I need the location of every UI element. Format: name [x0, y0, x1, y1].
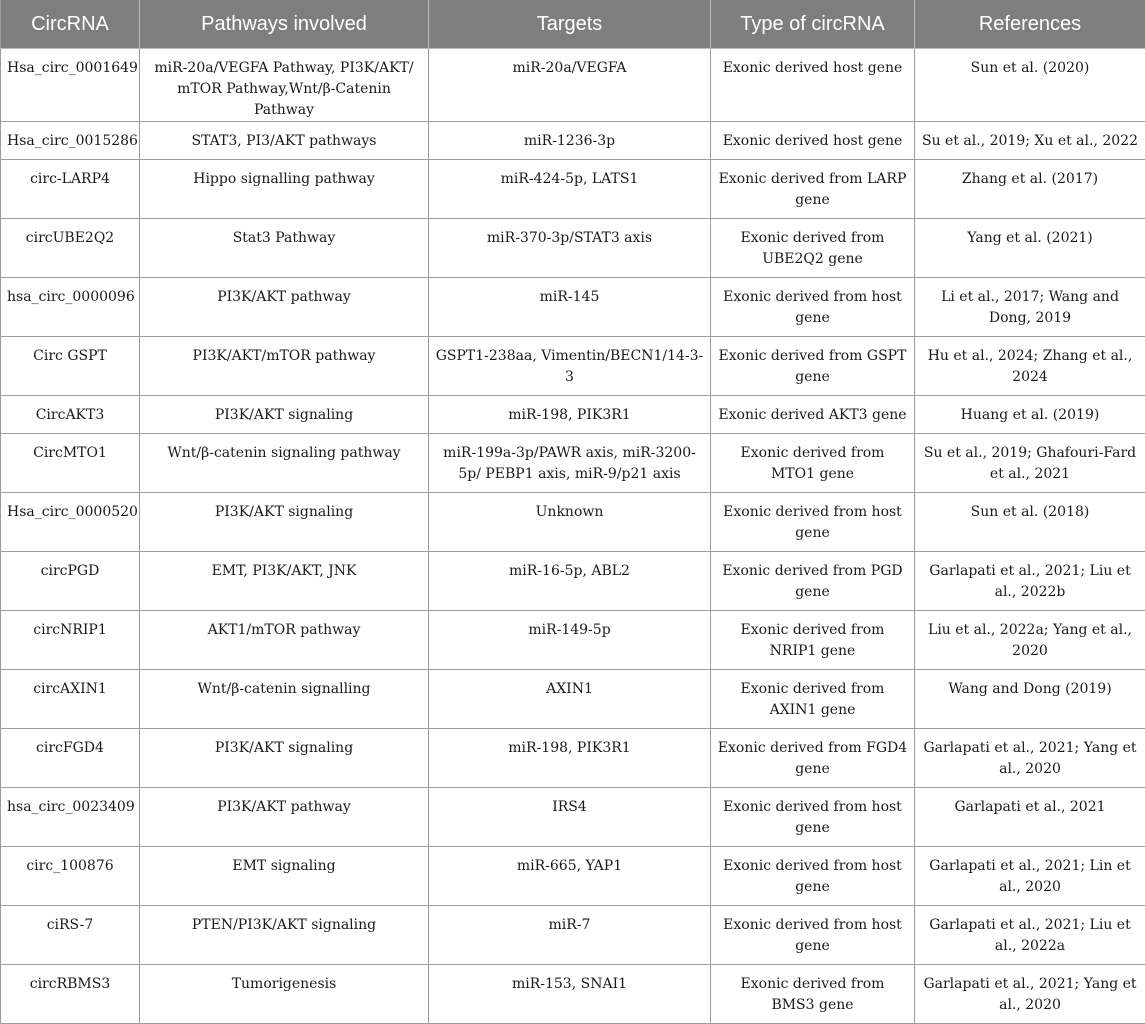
cell-circrna: circAXIN1 — [1, 669, 140, 728]
cell-type: Exonic derived from host gene — [711, 277, 915, 336]
cell-references: Sun et al. (2020) — [915, 48, 1145, 121]
cell-targets: miR-20a/VEGFA — [429, 48, 711, 121]
cell-pathways: PI3K/AKT pathway — [140, 787, 429, 846]
table-row — [1, 669, 1145, 728]
header-pathways: Pathways involved — [140, 0, 429, 48]
header-circrna: CircRNA — [1, 0, 140, 48]
cell-pathways: EMT signaling — [140, 846, 429, 905]
cell-references: Hu et al., 2024; Zhang et al., 2024 — [915, 336, 1145, 395]
cell-pathways: STAT3, PI3/AKT pathways — [140, 121, 429, 159]
header-references: References — [915, 0, 1145, 48]
cell-targets: miR-153, SNAI1 — [429, 964, 711, 1023]
cell-references: Liu et al., 2022a; Yang et al., 2020 — [915, 610, 1145, 669]
cell-type: Exonic derived from host gene — [711, 787, 915, 846]
cell-targets: miR-665, YAP1 — [429, 846, 711, 905]
header-type: Type of circRNA — [711, 0, 915, 48]
cell-type: Exonic derived host gene — [711, 121, 915, 159]
cell-type: Exonic derived host gene — [711, 48, 915, 121]
cell-type: Exonic derived from host gene — [711, 846, 915, 905]
cell-circrna: Circ GSPT — [1, 336, 140, 395]
cell-circrna: Hsa_circ_0000520 — [1, 492, 140, 551]
cell-circrna: circRBMS3 — [1, 964, 140, 1023]
cell-type: Exonic derived from MTO1 gene — [711, 433, 915, 492]
table-row — [1, 121, 1145, 159]
cell-type: Exonic derived from AXIN1 gene — [711, 669, 915, 728]
cell-pathways: EMT, PI3K/AKT, JNK — [140, 551, 429, 610]
cell-pathways: Stat3 Pathway — [140, 218, 429, 277]
cell-targets: miR-198, PIK3R1 — [429, 395, 711, 433]
cell-circrna: Hsa_circ_0001649 — [1, 48, 140, 121]
table-row — [1, 159, 1145, 218]
cell-references: Su et al., 2019; Xu et al., 2022 — [915, 121, 1145, 159]
table-row — [1, 610, 1145, 669]
cell-circrna: CircMTO1 — [1, 433, 140, 492]
cell-references: Garlapati et al., 2021; Yang et al., 2020 — [915, 964, 1145, 1023]
header-targets: Targets — [429, 0, 711, 48]
cell-pathways: Hippo signalling pathway — [140, 159, 429, 218]
cell-targets: miR-149-5p — [429, 610, 711, 669]
table-row — [1, 336, 1145, 395]
cell-circrna: CircAKT3 — [1, 395, 140, 433]
cell-circrna: circPGD — [1, 551, 140, 610]
cell-pathways: PTEN/PI3K/AKT signaling — [140, 905, 429, 964]
cell-circrna: hsa_circ_0000096 — [1, 277, 140, 336]
cell-type: Exonic derived from NRIP1 gene — [711, 610, 915, 669]
cell-references: Garlapati et al., 2021; Yang et al., 2020 — [915, 728, 1145, 787]
cell-targets: miR-145 — [429, 277, 711, 336]
table-row — [1, 492, 1145, 551]
cell-type: Exonic derived from GSPT gene — [711, 336, 915, 395]
cell-pathways: PI3K/AKT signaling — [140, 395, 429, 433]
cell-type: Exonic derived from FGD4 gene — [711, 728, 915, 787]
table-row — [1, 787, 1145, 846]
cell-circrna: circFGD4 — [1, 728, 140, 787]
cell-circrna: Hsa_circ_0015286 — [1, 121, 140, 159]
cell-targets: miR-199a-3p/PAWR axis, miR-3200-5p/ PEBP1 axis, miR-9/p21 axis — [429, 433, 711, 492]
table-row — [1, 48, 1145, 121]
cell-circrna: hsa_circ_0023409 — [1, 787, 140, 846]
table-row — [1, 277, 1145, 336]
cell-targets: AXIN1 — [429, 669, 711, 728]
cell-references: Huang et al. (2019) — [915, 395, 1145, 433]
table-row — [1, 905, 1145, 964]
cell-targets: miR-370-3p/STAT3 axis — [429, 218, 711, 277]
cell-references: Garlapati et al., 2021; Lin et al., 2020 — [915, 846, 1145, 905]
cell-circrna: ciRS-7 — [1, 905, 140, 964]
cell-references: Li et al., 2017; Wang and Dong, 2019 — [915, 277, 1145, 336]
cell-circrna: circUBE2Q2 — [1, 218, 140, 277]
cell-type: Exonic derived from host gene — [711, 492, 915, 551]
cell-references: Su et al., 2019; Ghafouri-Fard et al., 2021 — [915, 433, 1145, 492]
cell-references: Sun et al. (2018) — [915, 492, 1145, 551]
header-row — [1, 0, 1145, 48]
cell-targets: Unknown — [429, 492, 711, 551]
table-row — [1, 551, 1145, 610]
cell-targets: miR-198, PIK3R1 — [429, 728, 711, 787]
cell-pathways: PI3K/AKT signaling — [140, 728, 429, 787]
cell-pathways: Tumorigenesis — [140, 964, 429, 1023]
cell-circrna: circNRIP1 — [1, 610, 140, 669]
cell-pathways: Wnt/β-catenin signalling — [140, 669, 429, 728]
table-row — [1, 728, 1145, 787]
cell-targets: IRS4 — [429, 787, 711, 846]
cell-pathways: AKT1/mTOR pathway — [140, 610, 429, 669]
cell-targets: miR-424-5p, LATS1 — [429, 159, 711, 218]
cell-pathways: Wnt/β-catenin signaling pathway — [140, 433, 429, 492]
cell-references: Wang and Dong (2019) — [915, 669, 1145, 728]
cell-references: Garlapati et al., 2021 — [915, 787, 1145, 846]
cell-targets: GSPT1-238aa, Vimentin/BECN1/14-3-3 — [429, 336, 711, 395]
cell-targets: miR-16-5p, ABL2 — [429, 551, 711, 610]
cell-type: Exonic derived from host gene — [711, 905, 915, 964]
table-row — [1, 395, 1145, 433]
cell-references: Zhang et al. (2017) — [915, 159, 1145, 218]
cell-circrna: circ-LARP4 — [1, 159, 140, 218]
cell-targets: miR-1236-3p — [429, 121, 711, 159]
table-body — [1, 48, 1145, 1023]
cell-type: Exonic derived from LARP gene — [711, 159, 915, 218]
cell-type: Exonic derived from PGD gene — [711, 551, 915, 610]
cell-references: Garlapati et al., 2021; Liu et al., 2022a — [915, 905, 1145, 964]
table-row — [1, 218, 1145, 277]
cell-targets: miR-7 — [429, 905, 711, 964]
table-header — [1, 0, 1145, 48]
table-row — [1, 433, 1145, 492]
cell-references: Garlapati et al., 2021; Liu et al., 2022b — [915, 551, 1145, 610]
table-row — [1, 964, 1145, 1023]
cell-circrna: circ_100876 — [1, 846, 140, 905]
cell-type: Exonic derived from UBE2Q2 gene — [711, 218, 915, 277]
cell-type: Exonic derived from BMS3 gene — [711, 964, 915, 1023]
cell-pathways: PI3K/AKT signaling — [140, 492, 429, 551]
cell-pathways: PI3K/AKT/mTOR pathway — [140, 336, 429, 395]
cell-pathways: miR-20a/VEGFA Pathway, PI3K/AKT/ mTOR Pathway,Wnt/β-Catenin Pathway — [140, 48, 429, 121]
cell-type: Exonic derived AKT3 gene — [711, 395, 915, 433]
cell-pathways: PI3K/AKT pathway — [140, 277, 429, 336]
table-row — [1, 846, 1145, 905]
cell-references: Yang et al. (2021) — [915, 218, 1145, 277]
